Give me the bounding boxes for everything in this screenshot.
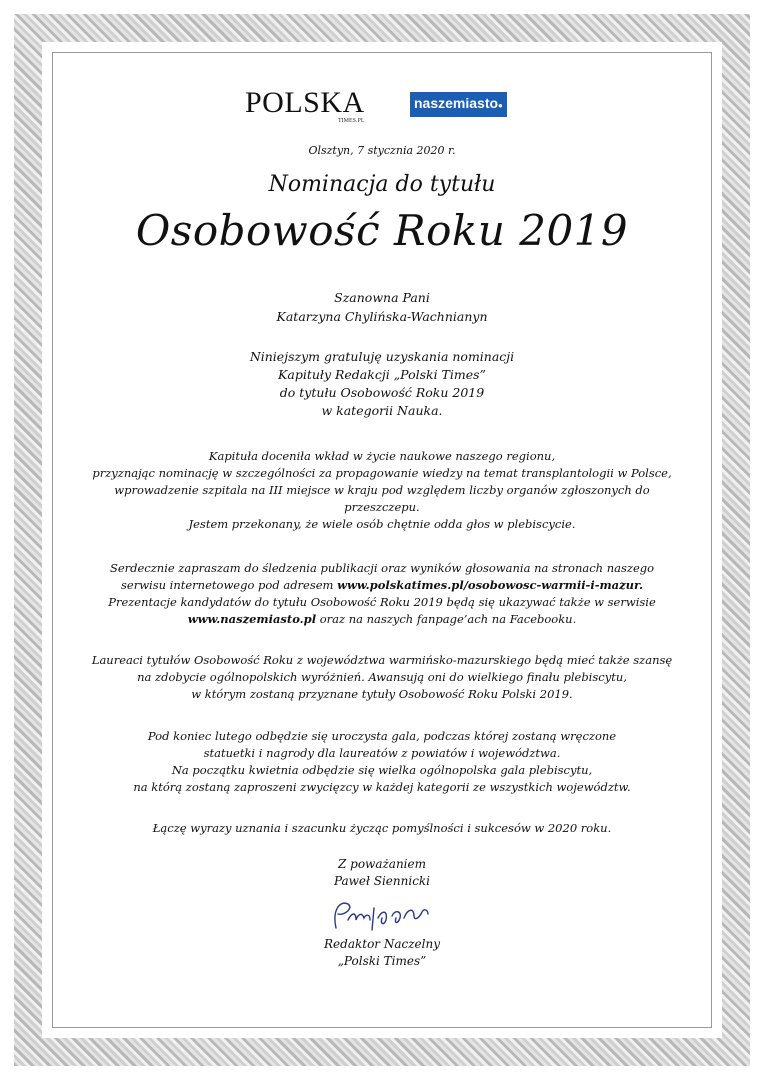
polskatimes-link[interactable]: www.polskatimes.pl/osobowosc-warmii-i-mazur. [337,578,643,592]
text-line: wprowadzenie szpitala na III miejsce w kraju pod względem liczby organów zgłoszonych do [114,483,650,497]
congrats-line: Niniejszym gratuluję uzyskania nominacji [249,349,515,364]
text-span: serwisu internetowego pod adresem [120,578,338,592]
text-line [60,577,704,594]
text-line: Jestem przekonany, że wiele osób chętnie odda głos w plebiscycie. [188,517,576,531]
signoff-publication: „Polski Times” [337,954,427,968]
registered-icon: ● [498,101,503,110]
text-line: przyznając nominację w szczególności za propagowanie wiedzy na temat transplantologii w Polsce, [92,466,672,480]
text-line: Kapituła doceniła wkład w życie naukowe naszego regionu, [208,449,556,463]
text-line: w którym zostaną przyznane tytuły Osobowość Roku Polski 2019. [191,687,573,701]
closing-line: Łączę wyrazy uznania i szacunku życząc pomyślności i sukcesów w 2020 roku. [152,821,612,835]
date-line: Olsztyn, 7 stycznia 2020 r. [308,144,456,157]
text-line: Prezentacje kandydatów do tytułu Osobowość Roku 2019 będą się ukazywać także w serwisie [108,595,656,609]
polska-times-logo-sub: TIMES.PL [338,118,365,124]
paragraph-invite [60,560,704,628]
logo-bar [60,88,704,124]
text-line: Na początku kwietnia odbędzie się wielka ogólnopolska gala plebiscytu, [171,763,593,777]
signoff-bottom [60,936,704,970]
text-line: Serdecznie zapraszam do śledzenia publikacji oraz wyników głosowania na stronach naszego [109,561,655,575]
text-line: przeszczepu. [344,500,420,514]
certificate-title: Osobowość Roku 2019 [135,206,629,255]
congrats-line: w kategorii Nauka. [321,403,443,418]
signoff-name: Paweł Siennicki [333,874,431,888]
congrats-paragraph [60,348,704,420]
congrats-line: Kapituły Redakcji „Polski Times” [278,367,486,382]
text-line: Pod koniec lutego odbędzie się uroczysta gala, podczas której zostaną wręczone [147,729,617,743]
text-line [60,611,704,628]
recipient-name: Katarzyna Chylińska-Wachnianyn [276,309,488,324]
signoff-title: Redaktor Naczelny [324,937,440,951]
congrats-line: do tytułu Osobowość Roku 2019 [279,385,485,400]
signoff-regards: Z poważaniem [337,857,426,871]
paragraph-gala [60,728,704,796]
paragraph-merit [60,448,704,533]
text-line: na którą zostaną zaproszeni zwycięzcy w każdej kategorii ze wszystkich województw. [133,780,631,794]
polska-times-logo: POLSKA [245,86,365,119]
paragraph-laureates [60,652,704,703]
text-line: na zdobycie ogólnopolskich wyróżnień. Awansują oni do wielkiego finału plebiscytu, [137,670,627,684]
salutation [60,288,704,326]
text-span: oraz na naszych fanpage’ach na Facebooku. [316,612,577,626]
text-line: statuetki i nagrody dla laureatów z powiatów i województwa. [203,746,561,760]
handwritten-signature [322,890,442,940]
text-line: Laureaci tytułów Osobowość Roku z województwa warmińsko-mazurskiego będą mieć także szansę [91,653,673,667]
nomination-subtitle: Nominacja do tytułu [268,172,496,197]
naszemiasto-logo-text: naszemiasto [414,95,499,111]
signoff-top [60,856,704,890]
certificate-content [60,60,704,1020]
naszemiasto-logo [410,92,507,117]
salutation-line: Szanowna Pani [334,290,430,305]
naszemiasto-link[interactable]: www.naszemiasto.pl [187,612,317,626]
